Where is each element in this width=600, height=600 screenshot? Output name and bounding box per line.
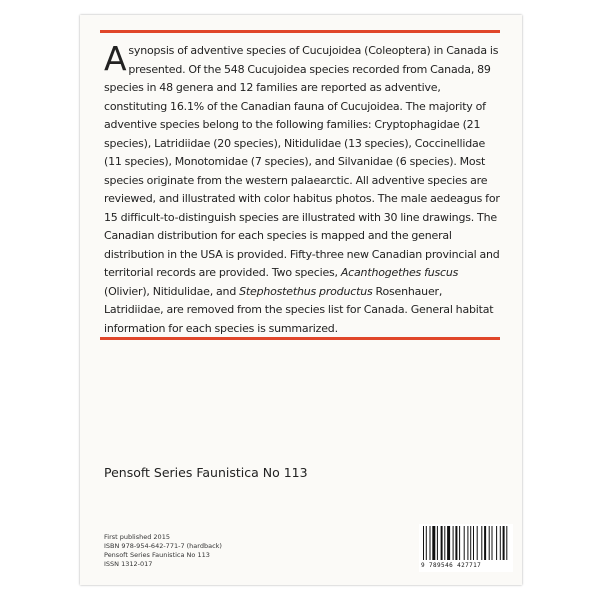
colophon-line: ISSN 1312-017	[104, 560, 153, 568]
barcode-bar	[441, 526, 443, 560]
barcode-bar	[432, 526, 435, 560]
blurb-text: synopsis of adventive species of Cucujoidea (Coleoptera) in Canada is presented. Of the 548 Cucujoidea species recorded from Canada, 89 species in 48 genera and 12 families are reported as adventive, constituting 16.1% of the Canadian fauna of Cucujoidea. The majority of adventive species belong to the following families: Cryptophagidae (21 species), Latridiidae (20 species), Nitidulidae (13 species), Coccinellidae (11 species), Monotomidae (7 species), and Silvanidae (6 species). Most species originate from the western palaearctic. All adventive species are reviewed, and illustrated with color habitus photos. The male aedeagus for 15 difficult-to-distinguish species are illustrated with 30 line drawings. The Canadian distribution for each species is mapped and the general distribution in the USA is provided. Fifty-three new Canadian provincial and territorial records are provided. Two species,	[104, 44, 500, 279]
barcode-bar	[467, 526, 468, 560]
barcode-bar	[437, 526, 438, 560]
barcode-bar	[423, 526, 424, 560]
barcode-bar	[426, 526, 427, 560]
colophon-line: Pensoft Series Faunistica No 113	[104, 551, 210, 559]
colophon-line: First published 2015	[104, 533, 170, 541]
barcode-bars	[423, 526, 509, 562]
barcode-bar	[473, 526, 474, 560]
barcode-bar	[455, 526, 457, 560]
barcode-bar	[484, 526, 486, 560]
barcode-bar	[477, 526, 478, 560]
series-label: Pensoft Series Faunistica No 113	[104, 465, 308, 480]
barcode-bar	[453, 526, 454, 560]
blurb-paragraph	[104, 39, 504, 338]
barcode-bar	[430, 526, 431, 560]
colophon	[104, 533, 222, 569]
synopsis-blurb	[104, 39, 504, 338]
barcode-bar	[459, 526, 460, 560]
barcode-bar	[492, 526, 493, 560]
drop-cap: A	[104, 39, 127, 78]
blurb-text: (Olivier), Nitidulidae, and	[104, 284, 240, 298]
species-name-acanthogethes: Acanthogethes fuscus	[340, 266, 459, 279]
colophon-line: ISBN 978-954-642-771-7 (hardback)	[104, 542, 222, 550]
barcode-bar	[506, 526, 507, 560]
middle-accent-rule	[100, 337, 500, 340]
barcode-bar	[503, 526, 505, 560]
barcode-bar	[464, 526, 465, 560]
barcode-bar	[444, 526, 445, 560]
barcode-digits: 9 789546 427717	[421, 562, 482, 569]
barcode-bar	[447, 526, 450, 560]
barcode-bar	[500, 526, 501, 560]
barcode-bar	[489, 526, 490, 560]
blurb-text: Rosenhauer, Latridiidae, are removed from the species list for Canada. General habitat information for each species is summarized.	[104, 284, 494, 335]
barcode-bar	[470, 526, 471, 560]
top-accent-rule	[100, 30, 500, 33]
isbn-barcode	[419, 524, 513, 572]
barcode-bar	[496, 526, 497, 560]
species-name-stephostethus: Stephostethus productus	[239, 284, 373, 298]
barcode-bar	[481, 526, 482, 560]
